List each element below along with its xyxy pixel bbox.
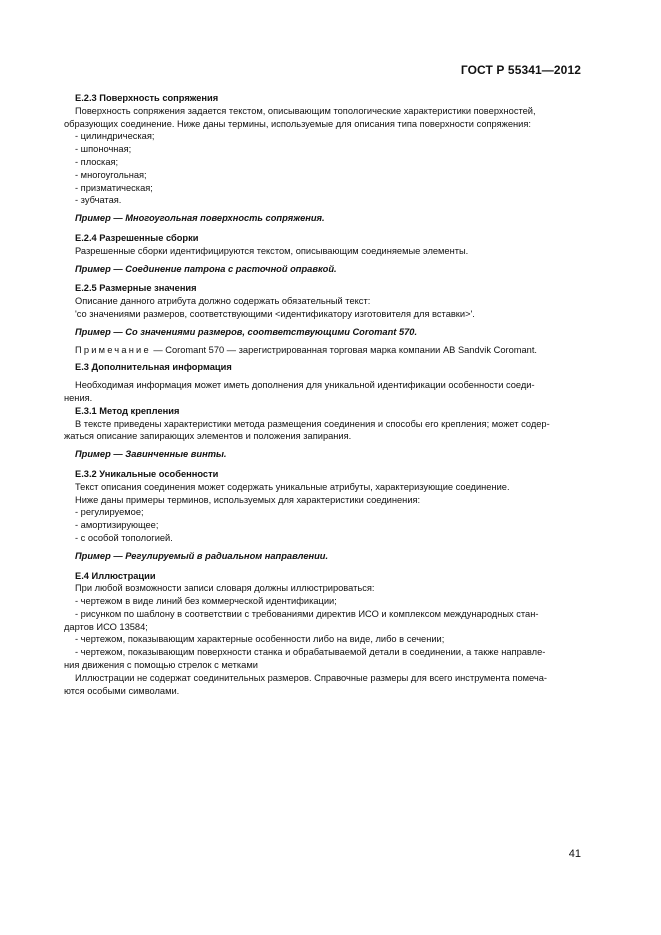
section-e24-example: Пример — Соединение патрона с расточной оправкой.: [75, 263, 337, 274]
section-e4-title: Е.4 Иллюстрации: [75, 570, 156, 581]
list-item: - цилиндрическая;: [75, 131, 155, 142]
list-item: - шпоночная;: [75, 144, 132, 155]
section-e32-text: Текст описания соединения может содержать уникальные атрибуты, характеризующие соединение.: [75, 481, 510, 492]
list-item: - регулируемое;: [75, 507, 144, 518]
section-e23-intro-line1: Поверхность сопряжения задается текстом, описывающим топологические характеристики поверхностей,: [75, 105, 536, 116]
list-item: - плоская;: [75, 156, 119, 167]
page-number: 41: [568, 848, 581, 860]
section-e4-intro: При любой возможности записи словаря должны иллюстрироваться:: [75, 583, 375, 594]
list-item: - многоугольная;: [75, 169, 147, 180]
section-e24-text: Разрешенные сборки идентифицируются текстом, описывающим соединяемые элементы.: [75, 245, 469, 256]
list-item: - чертежом, показывающим характерные особенности либо на виде, либо в сечении;: [75, 634, 445, 645]
section-e23-title: Е.2.3 Поверхность сопряжения: [75, 93, 219, 103]
section-e31-example: Пример — Завинченные винты.: [75, 449, 227, 460]
section-e3-text-line1: Необходимая информация может иметь дополнения для уникальной идентификации особенности соеди-: [75, 380, 535, 391]
section-e23-intro-line2: образующих соединение. Ниже даны термины, используемые для описания типа поверхности сопряжения:: [64, 118, 531, 129]
section-e24-title: Е.2.4 Разрешенные сборки: [75, 232, 199, 243]
section-e31-text-line2: жаться описание запирающих элементов и положения запирания.: [64, 431, 352, 442]
document-standard-number: ГОСТ Р 55341—2012: [460, 63, 581, 77]
section-e31-title: Е.3.1 Метод крепления: [75, 405, 180, 416]
section-e25-line1: Описание данного атрибута должно содержать обязательный текст:: [75, 296, 371, 307]
list-item: - с особой топологией.: [75, 532, 173, 543]
list-item: - зубчатая.: [75, 195, 122, 206]
note-keyword: Примечание: [75, 344, 151, 355]
section-e32-title: Е.3.2 Уникальные особенности: [75, 468, 219, 479]
list-item-continuation: дартов ИСО 13584;: [64, 621, 148, 632]
section-e25-line2: 'со значениями размеров, соответствующими <идентификатору изготовителя для вставки>'.: [75, 308, 475, 319]
section-e25-note: [75, 344, 584, 357]
section-e23-example: Пример — Многоугольная поверхность сопряжения.: [75, 213, 325, 224]
section-e31-text-line1: В тексте приведены характеристики метода размещения соединения и способы его крепления; может содер-: [75, 418, 550, 429]
list-item: - чертежом, показывающим поверхности станка и обрабатываемой детали в соединении, а также направле-: [75, 647, 546, 658]
section-e4-closing-line1: Иллюстрации не содержат соединительных размеров. Справочные размеры для всего инструмента помеча-: [75, 672, 547, 683]
section-e25-example: Пример — Со значениями размеров, соответствующими Coromant 570.: [75, 326, 418, 337]
section-e3-title: Е.3 Дополнительная информация: [75, 362, 232, 373]
list-item: - чертежом в виде линий без коммерческой идентификации;: [75, 596, 337, 607]
page-body: [64, 92, 584, 697]
list-item: - призматическая;: [75, 182, 153, 193]
note-text: — Coromant 570 — зарегистрированная торговая марка компании AB Sandvik Coromant.: [150, 344, 538, 355]
list-item: - амортизирующее;: [75, 520, 159, 531]
list-item: - рисунком по шаблону в соответствии с требованиями директив ИСО и комплексом международных стан-: [75, 608, 539, 619]
list-item-continuation: ния движения с помощью стрелок с метками: [64, 660, 258, 671]
section-e3-text-line2: нения.: [64, 392, 93, 403]
section-e4-closing-line2: ются особыми символами.: [64, 685, 180, 696]
section-e32-intro: Ниже даны примеры терминов, используемых для характеристики соединения:: [75, 494, 421, 505]
section-e32-example: Пример — Регулируемый в радиальном направлении.: [75, 550, 329, 561]
section-e25-title: Е.2.5 Размерные значения: [75, 283, 197, 294]
